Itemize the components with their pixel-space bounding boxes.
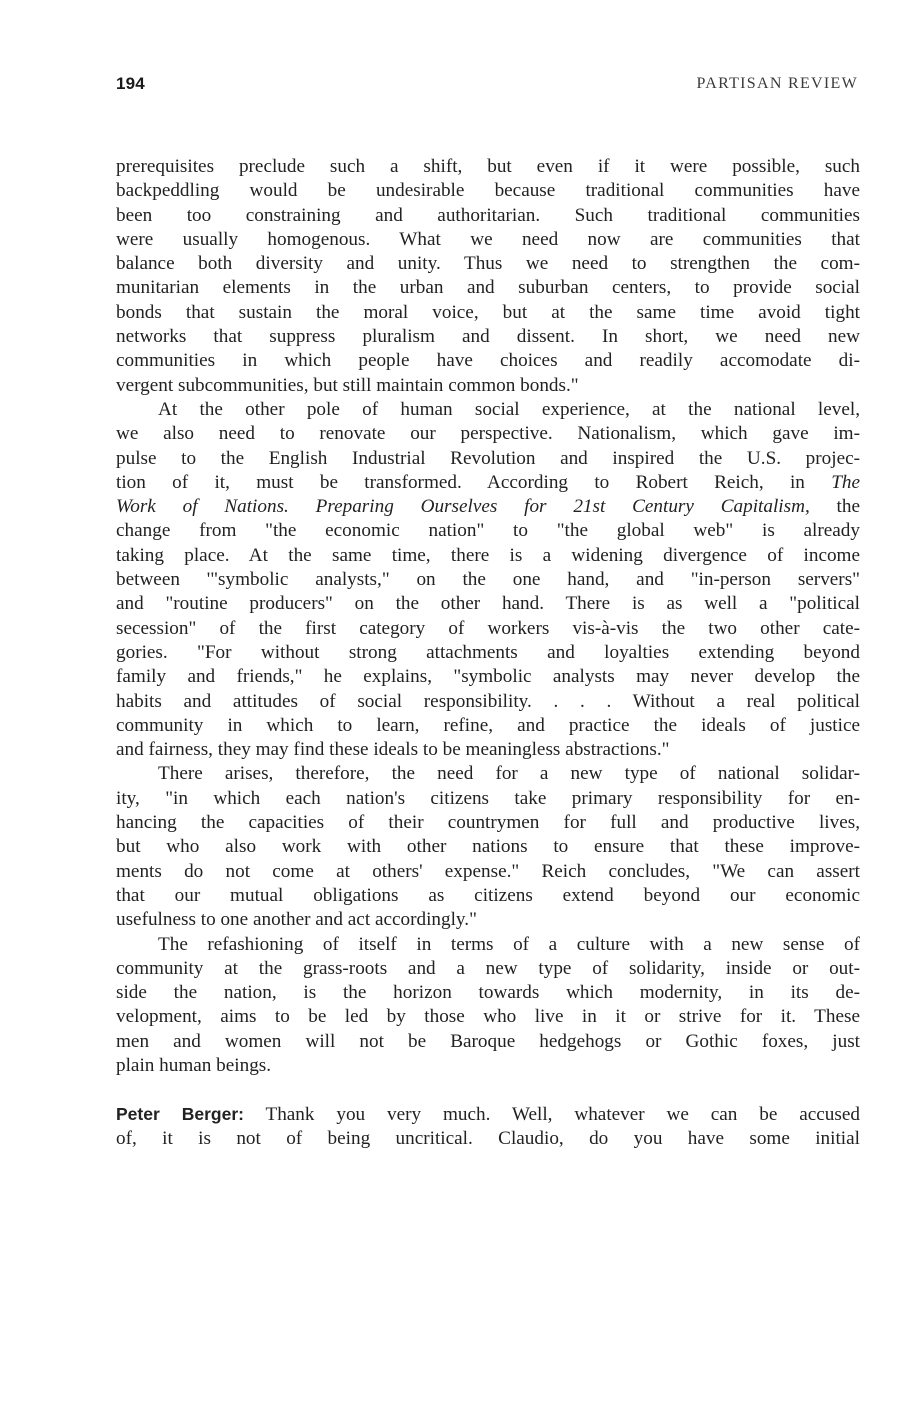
paragraph (116, 398, 860, 762)
text-line: backpeddling would be undesirable because traditional communities have (116, 180, 860, 202)
section-gap (116, 1078, 860, 1102)
paragraph (116, 762, 860, 932)
text-line: and fairness, they may find these ideals to be meaningless abstractions." (116, 739, 670, 761)
text-line: taking place. At the same time, there is a widening divergence of income (116, 544, 860, 566)
text-line: and "routine producers" on the other hand. There is as well a "political (116, 593, 860, 615)
page-number: 194 (116, 74, 145, 93)
text-line: secession" of the first category of workers vis-à-vis the two other cate- (116, 617, 860, 639)
text-line (116, 471, 860, 495)
text-line: men and women will not be Baroque hedgehogs or Gothic foxes, just (116, 1030, 860, 1052)
text-line: but who also work with other nations to ensure that these improve- (116, 836, 860, 858)
text-line: plain human beings. (116, 1054, 272, 1076)
text-line: ity, "in which each nation's citizens take primary responsibility for en- (116, 787, 860, 809)
text-line: habits and attitudes of social responsibility. . . . Without a real political (116, 690, 860, 712)
paragraph (116, 933, 860, 1079)
text-line: community at the grass-roots and a new type of solidarity, inside or out- (116, 957, 860, 979)
text-line (116, 1102, 860, 1126)
text-line: of, it is not of being uncritical. Claudio, do you have some initial (116, 1127, 860, 1149)
text-line: balance both diversity and unity. Thus we need to strengthen the com- (116, 253, 860, 275)
text-line: networks that suppress pluralism and dissent. In short, we need new (116, 326, 860, 348)
journal-title: PARTISAN REVIEW (696, 75, 858, 92)
text-line: family and friends," he explains, "symbolic analysts may never develop the (116, 666, 860, 688)
text-line: prerequisites preclude such a shift, but even if it were possible, such (116, 156, 860, 177)
book-title-italic: Work of Nations. Preparing Ourselves for 21st Century Capitalism, (116, 496, 810, 518)
text-line: ments do not come at others' expense." Reich concludes, "We can assert (116, 860, 860, 882)
text-line: munitarian elements in the urban and suburban centers, to provide social (116, 277, 860, 299)
text-line: gories. "For without strong attachments and loyalties extending beyond (116, 641, 860, 663)
text-line: usefulness to one another and act accordingly." (116, 909, 477, 931)
text-line: that our mutual obligations as citizens extend beyond our economic (116, 884, 860, 906)
text-line: velopment, aims to be led by those who live in it or strive for it. These (116, 1006, 860, 1028)
text-line: communities in which people have choices and readily accomodate di- (116, 350, 860, 372)
text-line: At the other pole of human social experience, at the national level, (158, 398, 860, 420)
text-line: side the nation, is the horizon towards which modernity, in its de- (116, 982, 860, 1004)
text-line: were usually homogenous. What we need now are communities that (116, 228, 860, 250)
text-line: change from "the economic nation" to "the global web" is already (116, 520, 860, 542)
body-text (116, 155, 860, 1151)
text-line (116, 495, 860, 519)
text-line: hancing the capacities of their countrymen for full and productive lives, (116, 812, 860, 834)
text-run: the (809, 496, 860, 518)
text-line: bonds that sustain the moral voice, but at the same time avoid tight (116, 301, 860, 323)
book-title-italic: The (831, 471, 860, 493)
text-line: There arises, therefore, the need for a new type of national solidar- (158, 763, 860, 785)
text-line: we also need to renovate our perspective. Nationalism, which gave im- (116, 423, 860, 445)
text-line: The refashioning of itself in terms of a culture with a new sense of (158, 933, 860, 955)
running-head (116, 74, 858, 100)
paragraph (116, 155, 860, 398)
text-line: between '"symbolic analysts," on the one hand, and "in-person servers" (116, 569, 860, 591)
text-run: Thank you very much. Well, whatever we can be accused (243, 1104, 860, 1126)
speaker-name: Peter Berger: (116, 1104, 244, 1125)
text-line: pulse to the English Industrial Revolution and inspired the U.S. projec- (116, 447, 860, 469)
text-run: tion of it, must be transformed. According to Robert Reich, in (116, 471, 832, 493)
text-line: vergent subcommunities, but still maintain common bonds." (116, 374, 579, 396)
text-line: community in which to learn, refine, and practice the ideals of justice (116, 714, 860, 736)
text-line: been too constraining and authoritarian. Such traditional communities (116, 204, 860, 226)
dialogue-entry (116, 1102, 860, 1151)
